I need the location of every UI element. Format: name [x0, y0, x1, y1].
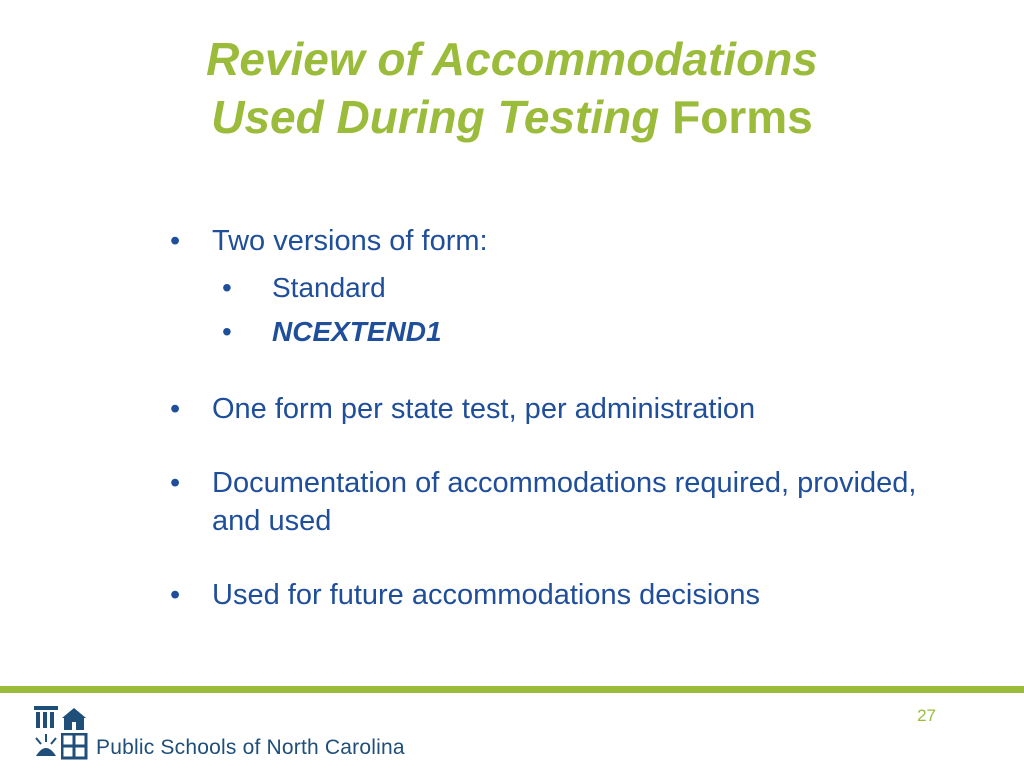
footer-divider — [0, 686, 1024, 693]
bullet-text: Two versions of form: — [212, 225, 488, 257]
bullet-glyph: • — [170, 579, 181, 611]
bullet-glyph: • — [170, 393, 181, 425]
sub-bullet-item — [222, 310, 950, 354]
bullet-item — [170, 576, 950, 614]
bullet-item — [170, 222, 950, 354]
title-line-2-plain: Forms — [672, 91, 813, 143]
ncdpi-logo-icon — [32, 704, 88, 760]
title-line-2 — [0, 88, 1024, 146]
title-line-2-italic: Used During Testing — [211, 91, 660, 143]
bullet-text: One form per state test, per administration — [212, 393, 756, 425]
sub-bullet-item — [222, 266, 950, 310]
bullet-glyph: • — [222, 272, 232, 303]
page-number: 27 — [917, 706, 936, 725]
bullet-list — [170, 222, 950, 650]
bullet-text: Used for future accommodations decisions — [212, 579, 761, 611]
sub-bullet-list — [212, 266, 950, 354]
title-line-1: Review of Accommodations — [206, 33, 818, 85]
sub-bullet-text: NCEXTEND1 — [272, 316, 442, 347]
sub-bullet-text: Standard — [272, 272, 386, 303]
bullet-glyph: • — [170, 467, 181, 499]
bullet-item — [170, 390, 950, 428]
bullet-glyph: • — [170, 225, 181, 257]
bullet-item — [170, 464, 950, 540]
bullet-glyph: • — [222, 316, 232, 347]
organization-name: Public Schools of North Carolina — [96, 736, 405, 759]
slide-title — [0, 30, 1024, 146]
bullet-text: Documentation of accommodations required, provided, and used — [212, 467, 917, 537]
